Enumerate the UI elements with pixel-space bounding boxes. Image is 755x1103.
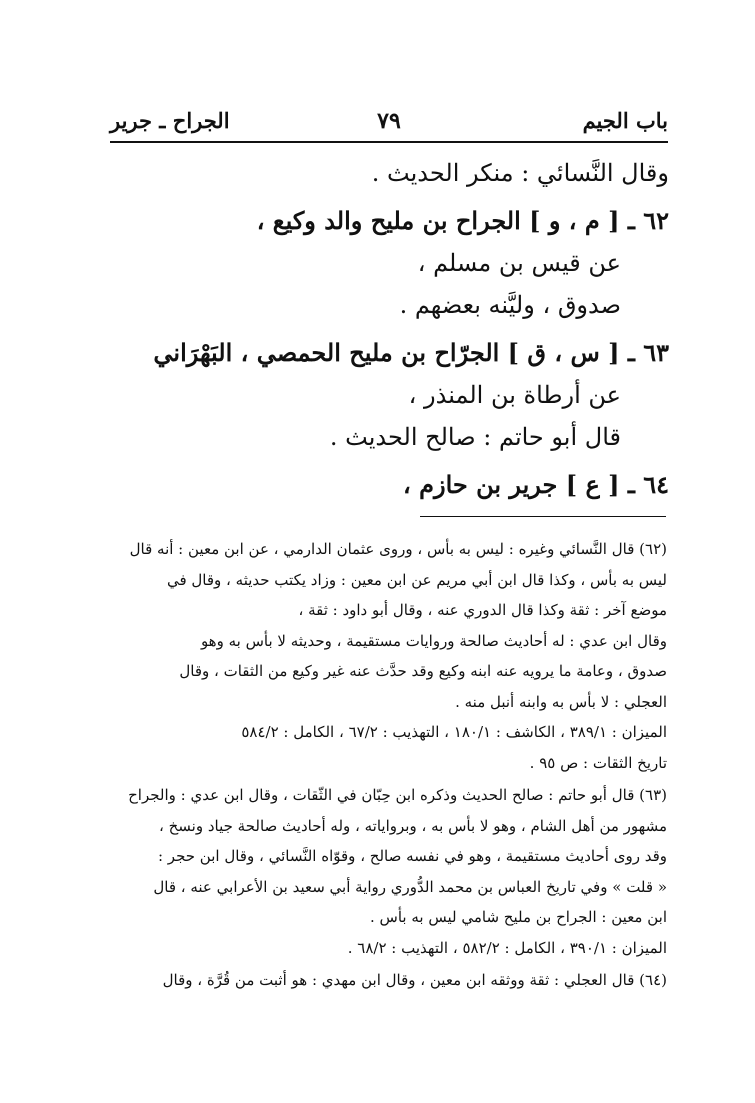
footnote-line: ليس به بأس ، وكذا قال ابن أبي مريم عن ابن معين : وزاد يكتب حديثه ، وقال في: [166, 570, 667, 589]
entry-63-verdict: قال أبو حاتم : صالح الحديث .: [329, 423, 621, 451]
chapter-title: باب الجيم: [582, 108, 668, 133]
footnote-line: موضع آخر : ثقة وكذا قال الدوري عنه ، وقال أبو داود : ثقة ،: [298, 601, 667, 619]
entry-62-verdict: صدوق ، وليَّنه بعضهم .: [399, 291, 621, 319]
footnote-line: الميزان : ٣٩٠/١ ، الكامل : ٥٨٢/٢ ، التهذيب : ٦٨/٢ .: [347, 938, 667, 957]
running-header: [110, 108, 668, 142]
footnote-divider: [420, 516, 666, 517]
page-number: ٧٩: [377, 108, 401, 134]
entry-63-heading: ٦٣ ـ [ س ، ق ] الجرّاح بن مليح الحمصي ، البَهْرَاني: [153, 338, 669, 367]
footnote-line: وقال ابن عدي : له أحاديث صالحة وروايات مستقيمة ، وحديثه لا بأس به وهو: [200, 631, 667, 650]
entry-63-teacher: عن أرطاة بن المنذر ،: [408, 381, 621, 409]
footnote-line: صدوق ، وعامة ما يرويه عنه ابنه وكيع وقد حدَّث عنه غير وكيع من الثقات ، وقال: [179, 662, 667, 680]
entry-62-heading: ٦٢ ـ [ م ، و ] الجراح بن مليح والد وكيع ،: [256, 206, 669, 235]
footnote-line: (٦٤) قال العجلي : ثقة ووثقه ابن معين ، وقال ابن مهدي : هو أثبت من قُرَّة ، وقال: [162, 971, 667, 989]
footnote-line: مشهور من أهل الشام ، وهو لا بأس به ، وبرواياته ، وله أحاديث صالحة جياد ونسخ ،: [159, 816, 667, 835]
footnote-line: وقد روى أحاديث مستقيمة ، وهو في نفسه صالح ، وقوّاه النَّسائي ، وقال ابن حجر :: [157, 847, 667, 865]
entry-range: الجراح ـ جرير: [110, 108, 230, 133]
footnote-line: « قلت » وفي تاريخ العباس بن محمد الدُّوري رواية أبي سعيد بن الأعرابي عنه ، قال: [153, 877, 667, 896]
footnote-line: الميزان : ٣٨٩/١ ، الكاشف : ١٨٠/١ ، التهذيب : ٦٧/٢ ، الكامل : ٥٨٤/٢: [241, 723, 667, 741]
entry-62-teacher: عن قيس بن مسلم ،: [417, 249, 621, 277]
main-text: [89, 152, 669, 506]
footnotes: [103, 534, 667, 996]
footnote-line: (٦٣) قال أبو حاتم : صالح الحديث وذكره ابن حِبّان في الثّقات ، وقال ابن عدي : والجراح: [128, 786, 667, 804]
entry-64-heading: ٦٤ ـ [ ع ] جرير بن حازم ،: [403, 470, 669, 499]
footnote-line: (٦٢) قال النَّسائي وغيره : ليس به بأس ، وروى عثمان الدارمي ، عن ابن معين : أنه قال: [129, 540, 667, 558]
footnote-line: العجلي : لا بأس به وابنه أنبل منه .: [455, 692, 667, 711]
main-text-line: وقال النَّسائي : منكر الحديث .: [371, 159, 669, 187]
footnote-line: تاريخ الثقات : ص ٩٥ .: [529, 753, 667, 772]
footnote-line: ابن معين : الجراح بن مليح شامي ليس به بأس .: [370, 908, 667, 926]
header-divider: [110, 141, 668, 143]
